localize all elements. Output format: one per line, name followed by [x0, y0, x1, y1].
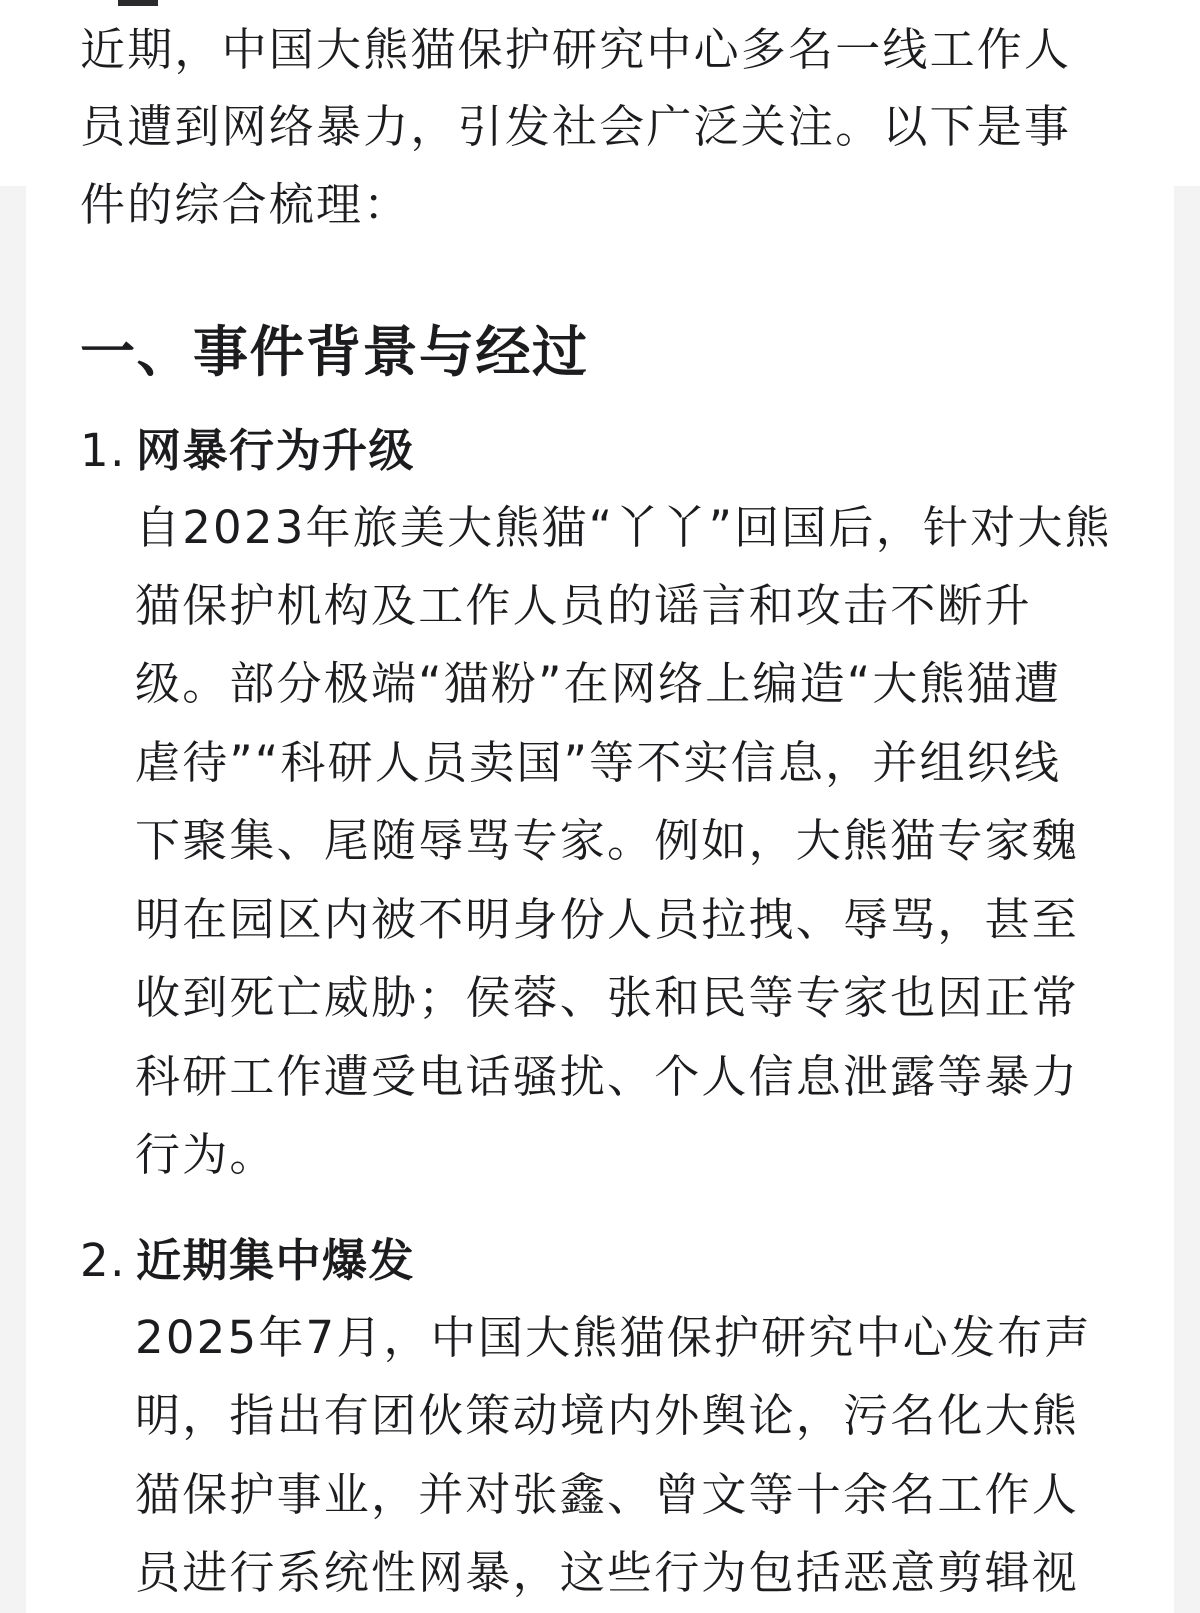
list-item-title: 网暴行为升级: [136, 424, 416, 477]
item-1-line-6: 明在园区内被不明身份人员拉拽、辱骂，甚至: [135, 893, 1080, 946]
item-1-line-3: 级。部分极端“猫粉”在网络上编造“大熊猫遭: [135, 657, 1062, 710]
intro-line-1: 近期，中国大熊猫保护研究中心多名一线工作人: [80, 23, 1072, 76]
list-item-number: 2.: [80, 1234, 126, 1287]
item-2-line-3: 猫保护事业，并对张鑫、曾文等十余名工作人: [135, 1468, 1080, 1521]
item-1-line-7: 收到死亡威胁；侯蓉、张和民等专家也因正常: [135, 971, 1080, 1024]
intro-line-3: 件的综合梳理：: [80, 178, 411, 231]
list-item-number: 1.: [80, 424, 126, 477]
list-item-heading: [80, 424, 416, 477]
item-1-line-8: 科研工作遭受电话骚扰、个人信息泄露等暴力: [135, 1050, 1080, 1103]
item-1-line-2: 猫保护机构及工作人员的谣言和攻击不断升: [135, 579, 1032, 632]
item-1-line-5: 下聚集、尾随辱骂专家。例如，大熊猫专家魏: [135, 814, 1080, 867]
item-2-line-4: 员进行系统性网暴，这些行为包括恶意剪辑视: [135, 1546, 1080, 1599]
list-item-heading: [80, 1234, 416, 1287]
item-1-line-9: 行为。: [135, 1128, 277, 1181]
intro-line-2: 员遭到网络暴力，引发社会广泛关注。以下是事: [80, 100, 1072, 153]
section-heading: 一、事件背景与经过: [80, 320, 589, 384]
cut-off-element: [118, 0, 158, 6]
item-1-line-1: 自2023年旅美大熊猫“丫丫”回国后，针对大熊: [135, 501, 1112, 554]
item-2-line-2: 明，指出有团伙策动境内外舆论，污名化大熊: [135, 1389, 1080, 1442]
item-2-line-1: 2025年7月，中国大熊猫保护研究中心发布声: [135, 1311, 1092, 1364]
article-card: [26, 0, 1174, 1613]
item-1-line-4: 虐待”“科研人员卖国”等不实信息，并组织线: [135, 736, 1062, 789]
list-item-title: 近期集中爆发: [136, 1234, 416, 1287]
